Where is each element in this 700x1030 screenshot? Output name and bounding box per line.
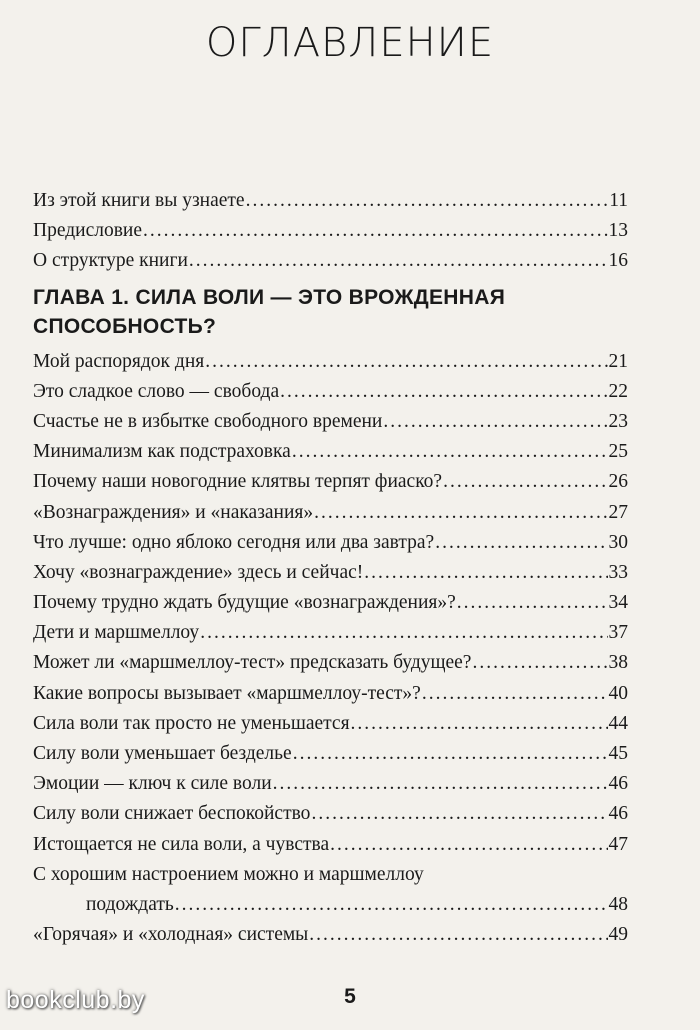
toc-entry[interactable]	[33, 467, 628, 497]
toc-entry[interactable]	[33, 648, 628, 678]
toc-leader-dots	[189, 246, 608, 276]
toc-entry-page: 13	[608, 220, 628, 242]
table-of-contents	[33, 186, 628, 950]
toc-leader-dots	[175, 890, 608, 920]
toc-leader-dots	[143, 216, 607, 246]
toc-entry[interactable]	[33, 769, 628, 799]
toc-entry-page: 44	[608, 712, 628, 734]
toc-entry[interactable]	[33, 588, 628, 618]
toc-entry[interactable]	[33, 437, 628, 467]
toc-entry[interactable]	[33, 347, 628, 377]
toc-entry[interactable]	[33, 216, 628, 246]
toc-entry-title: Счастье не в избытке свободного времени	[33, 410, 383, 432]
toc-entry-page: 48	[608, 893, 628, 915]
toc-entry-title: Мой распорядок дня	[33, 350, 205, 372]
toc-entry[interactable]	[33, 528, 628, 558]
toc-entry-page: 49	[608, 923, 628, 945]
toc-entry-title: Почему трудно ждать будущие «вознаграждения»?	[33, 592, 456, 614]
toc-entry[interactable]	[33, 709, 628, 739]
toc-entry-page: 38	[608, 652, 628, 674]
toc-entry-page: 40	[608, 682, 628, 704]
toc-leader-dots	[443, 467, 607, 497]
page-number: 5	[344, 985, 356, 1008]
toc-entry-title: «Вознаграждения» и «наказания»	[33, 501, 314, 523]
toc-entry[interactable]	[33, 739, 628, 769]
toc-leader-dots	[364, 558, 607, 588]
toc-leader-dots	[273, 769, 608, 799]
toc-entry[interactable]	[33, 186, 628, 216]
toc-leader-dots	[280, 377, 607, 407]
toc-entry-page: 21	[608, 350, 628, 372]
toc-entry-page: 25	[608, 441, 628, 463]
toc-entry[interactable]	[33, 377, 628, 407]
toc-entry-title: Из этой книги вы узнаете	[33, 190, 245, 211]
toc-entry[interactable]	[33, 618, 628, 648]
toc-entry[interactable]	[33, 246, 628, 276]
toc-leader-dots	[311, 799, 607, 829]
toc-entry[interactable]	[33, 920, 628, 950]
toc-entry-title: Эмоции — ключ к силе воли	[33, 773, 272, 795]
toc-entry-page: 45	[608, 743, 628, 764]
toc-leader-dots	[293, 739, 608, 769]
toc-entry-page: 46	[608, 803, 628, 825]
toc-entry-title-line2: подождать	[86, 893, 174, 915]
toc-entry-page: 34	[608, 592, 628, 614]
toc-entry[interactable]	[33, 799, 628, 829]
chapter-entries-list	[33, 347, 628, 951]
toc-entry-page: 30	[608, 531, 628, 553]
toc-entry[interactable]	[33, 498, 628, 528]
toc-leader-dots	[422, 679, 608, 709]
toc-leader-dots	[435, 528, 607, 558]
toc-entry-title: Силу воли уменьшает безделье	[33, 743, 292, 764]
toc-entry[interactable]	[33, 407, 628, 437]
toc-leader-dots	[351, 709, 608, 739]
toc-entry-title: Дети и маршмеллоу	[33, 622, 200, 644]
toc-leader-dots	[472, 648, 607, 678]
toc-entry-title: Может ли «маршмеллоу-тест» предсказать будущее?	[33, 652, 472, 674]
toc-entry-title: Сила воли так просто не уменьшается	[33, 712, 350, 734]
toc-leader-dots	[246, 186, 609, 216]
toc-entry-page: 37	[608, 622, 628, 644]
toc-entry-page: 26	[608, 471, 628, 493]
page-title: ОГЛАВЛЕНИЕ	[205, 20, 495, 66]
toc-leader-dots	[314, 498, 607, 528]
toc-entry[interactable]	[33, 558, 628, 588]
toc-entry-title: Истощается не сила воли, а чувства	[33, 833, 330, 855]
toc-entry-title: Почему наши новогодние клятвы терпят фиаско?	[33, 471, 443, 493]
chapter-heading[interactable]: ГЛАВА 1. СИЛА ВОЛИ — ЭТО ВРОЖДЕННАЯ СПОСОБНОСТЬ?	[33, 285, 506, 338]
toc-entry[interactable]	[33, 679, 628, 709]
toc-entry-page: 46	[608, 773, 628, 795]
toc-entry-page: 23	[608, 410, 628, 432]
toc-entry-title: О структуре книги	[33, 250, 188, 272]
toc-leader-dots	[292, 437, 608, 467]
front-matter-list	[33, 186, 628, 277]
toc-entry-title: Минимализм как подстраховка	[33, 441, 291, 463]
toc-leader-dots	[309, 920, 607, 950]
toc-entry-title: Что лучше: одно яблоко сегодня или два завтра?	[33, 531, 435, 553]
toc-entry-title: Какие вопросы вызывает «маршмеллоу-тест»?	[33, 682, 421, 704]
toc-entry-title: «Горячая» и «холодная» системы	[33, 923, 309, 945]
toc-entry-title: Силу воли снижает беспокойство	[33, 803, 311, 825]
toc-entry-page: 16	[608, 250, 628, 272]
toc-entry-title: Хочу «вознаграждение» здесь и сейчас!	[33, 561, 364, 583]
toc-entry-page: 27	[608, 501, 628, 523]
toc-leader-dots	[457, 588, 608, 618]
watermark-logo: bookclub.by	[6, 986, 145, 1014]
toc-leader-dots	[205, 347, 607, 377]
toc-entry-page: 47	[608, 833, 628, 855]
toc-entry-page: 33	[608, 561, 628, 583]
toc-entry-multiline[interactable]	[33, 860, 628, 920]
toc-entry-page: 22	[608, 380, 628, 402]
toc-entry-continuation	[33, 890, 628, 920]
toc-leader-dots	[383, 407, 607, 437]
toc-entry-title: Предисловие	[33, 220, 143, 242]
toc-entry-title: Это сладкое слово — свобода	[33, 380, 280, 402]
toc-entry-title-line1: С хорошим настроением можно и маршмеллоу	[33, 863, 424, 885]
toc-leader-dots	[330, 830, 607, 860]
toc-leader-dots	[200, 618, 607, 648]
toc-entry-page: 11	[609, 190, 628, 211]
toc-entry[interactable]	[33, 830, 628, 860]
